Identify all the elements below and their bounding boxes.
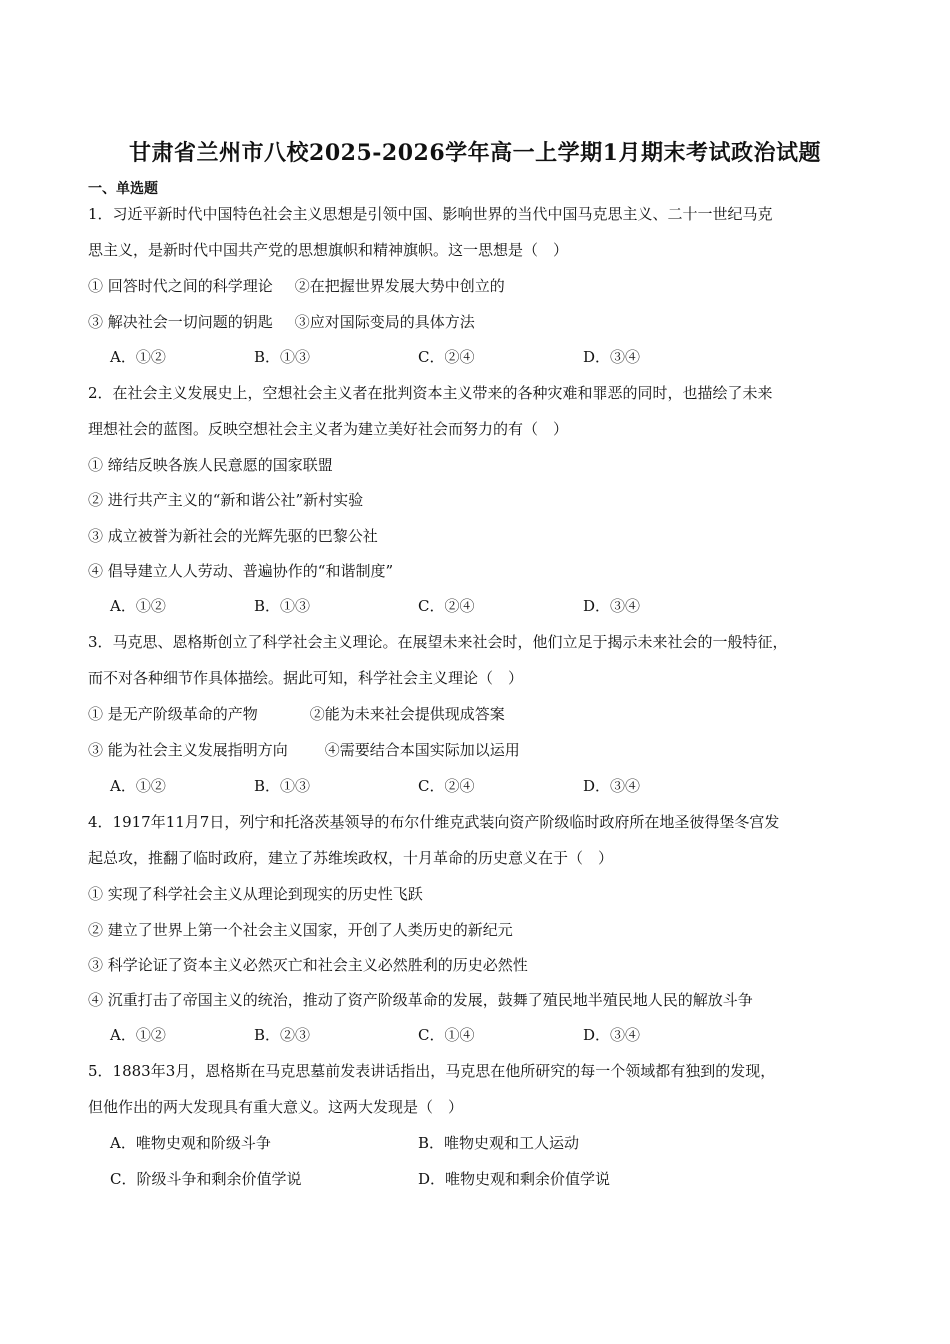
q2-statement-4: ④ 倡导建立人人劳动、普遍协作的“和谐制度” (88, 562, 394, 580)
q3-statement-2: ②能为未来社会提供现成答案 (309, 705, 505, 723)
q4-statement-1: ① 实现了科学社会主义从理论到现实的历史性飞跃 (88, 885, 423, 903)
q1-statement-1: ① 回答时代之间的科学理论 (88, 277, 273, 295)
q4-stem-line-2: 起总攻，推翻了临时政府，建立了苏维埃政权，十月革命的历史意义在于（ ） (88, 849, 614, 867)
q2-stem-line-1: 2．在社会主义发展史上，空想社会主义者在批判资本主义带来的各种灾难和罪恶的同时，也描绘了未来 (88, 384, 773, 402)
q3-option-c[interactable]: C．②④ (418, 777, 475, 795)
q5-option-b[interactable]: B．唯物史观和工人运动 (418, 1134, 580, 1152)
q5-stem-line-2: 但他作出的两大发现具有重大意义。这两大发现是（ ） (88, 1098, 464, 1116)
q1-stem-line-1: 1．习近平新时代中国特色社会主义思想是引领中国、影响世界的当代中国马克思主义、二十一世纪马克 (88, 205, 773, 223)
q4-option-c[interactable]: C．①④ (418, 1026, 475, 1044)
section-heading: 一、单选题 (88, 181, 158, 197)
q4-option-a[interactable]: A．①② (110, 1026, 166, 1044)
q3-statement-row-2 (88, 740, 520, 760)
q5-option-c[interactable]: C．阶级斗争和剩余价值学说 (110, 1170, 302, 1188)
q1-stem-line-2: 思主义，是新时代中国共产党的思想旗帜和精神旗帜。这一思想是（ ） (88, 241, 569, 259)
q4-stem-line-1: 4．1917年11月7日，列宁和托洛茨基领导的布尔什维克武装向资产阶级临时政府所在地圣彼得堡冬宫发 (88, 813, 780, 831)
q4-statement-2: ② 建立了世界上第一个社会主义国家，开创了人类历史的新纪元 (88, 921, 513, 939)
q2-stem-line-2: 理想社会的蓝图。反映空想社会主义者为建立美好社会而努力的有（ ） (88, 420, 569, 438)
q1-statement-2: ②在把握世界发展大势中创立的 (294, 277, 505, 295)
q4-statement-4: ④ 沉重打击了帝国主义的统治，推动了资产阶级革命的发展，鼓舞了殖民地半殖民地人民的解放斗争 (88, 991, 753, 1009)
q4-statement-3: ③ 科学论证了资本主义必然灭亡和社会主义必然胜利的历史必然性 (88, 956, 528, 974)
q1-statement-3: ③ 解决社会一切问题的钥匙 (88, 313, 273, 331)
q3-statement-1: ① 是无产阶级革命的产物 (88, 705, 258, 723)
q5-stem-line-1: 5．1883年3月，恩格斯在马克思墓前发表讲话指出，马克思在他所研究的每一个领域都有独到的发现， (88, 1062, 776, 1080)
q1-option-a[interactable]: A．①② (110, 348, 166, 366)
q4-option-d[interactable]: D．③④ (583, 1026, 641, 1044)
q3-option-d[interactable]: D．③④ (583, 777, 641, 795)
q3-statement-4: ④需要结合本国实际加以运用 (324, 741, 520, 759)
q3-option-a[interactable]: A．①② (110, 777, 166, 795)
q3-stem-line-1: 3．马克思、恩格斯创立了科学社会主义理论。在展望未来社会时，他们立足于揭示未来社会的一般特征， (88, 633, 788, 651)
q2-statement-3: ③ 成立被誉为新社会的光辉先驱的巴黎公社 (88, 527, 378, 545)
q3-statement-3: ③ 能为社会主义发展指明方向 (88, 741, 288, 759)
page-title: 甘肃省兰州市八校2025-2026学年高一上学期1月期末考试政治试题 (129, 140, 821, 166)
q2-option-d[interactable]: D．③④ (583, 597, 641, 615)
q3-option-b[interactable]: B．①③ (254, 777, 311, 795)
q1-statement-row-2 (88, 312, 475, 332)
q2-option-a[interactable]: A．①② (110, 597, 166, 615)
q1-statement-row-1 (88, 276, 505, 296)
q3-stem-line-2: 而不对各种细节作具体描绘。据此可知，科学社会主义理论（ ） (88, 669, 524, 687)
q1-statement-4: ③应对国际变局的具体方法 (294, 313, 475, 331)
q5-option-a[interactable]: A．唯物史观和阶级斗争 (110, 1134, 271, 1152)
q1-option-b[interactable]: B．①③ (254, 348, 311, 366)
q5-option-d[interactable]: D．唯物史观和剩余价值学说 (418, 1170, 611, 1188)
q2-statement-1: ① 缔结反映各族人民意愿的国家联盟 (88, 456, 333, 474)
q1-option-d[interactable]: D．③④ (583, 348, 641, 366)
q2-option-c[interactable]: C．②④ (418, 597, 475, 615)
q2-statement-2: ② 进行共产主义的“新和谐公社”新村实验 (88, 491, 364, 509)
q1-option-c[interactable]: C．②④ (418, 348, 475, 366)
q3-statement-row-1 (88, 704, 505, 724)
q2-option-b[interactable]: B．①③ (254, 597, 311, 615)
q4-option-b[interactable]: B．②③ (254, 1026, 311, 1044)
